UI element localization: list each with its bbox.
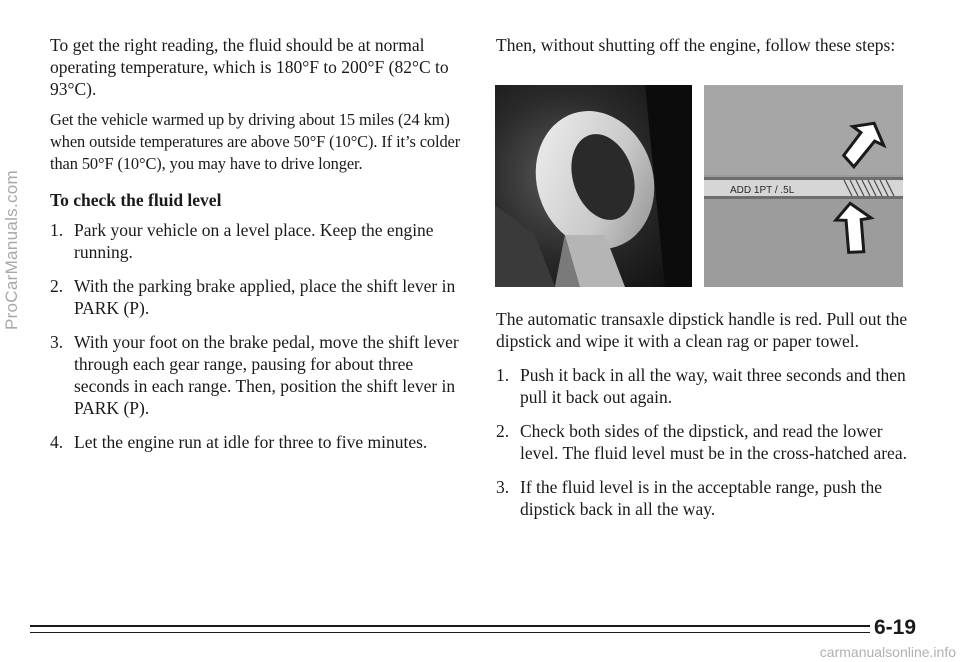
- dipstick-add-label: ADD 1PT / .5L: [730, 185, 795, 196]
- list-item: [50, 275, 465, 319]
- dipstick-figure: [495, 85, 903, 287]
- dipstick-handle-illustration: [495, 85, 692, 287]
- list-item: [496, 420, 916, 464]
- step-text: If the fluid level is in the acceptable range, push the dipstick back in all the way.: [520, 477, 883, 519]
- step-text: Let the engine run at idle for three to five minutes.: [74, 432, 428, 452]
- step-text: Park your vehicle on a level place. Keep the engine running.: [74, 220, 434, 262]
- warmup-paragraph: Get the vehicle warmed up by driving about 15 miles (24 km) when outside temperatures are above 50°F (10°C). If it’s colder than 50°F (10°C), you may have to drive longer.: [50, 110, 461, 173]
- dipstick-handle-photo: [495, 85, 692, 287]
- step-number: 2.: [50, 276, 64, 296]
- temperature-paragraph: To get the right reading, the fluid should be at normal operating temperature, which is 180°F to 200°F (82°C to 93°C).: [50, 35, 449, 99]
- footer-watermark: carmanualsonline.info: [819, 644, 956, 660]
- list-item: [50, 431, 465, 453]
- step-text: Check both sides of the dipstick, and read the lower level. The fluid level must be in the cross-hatched area.: [520, 421, 907, 463]
- list-item: [50, 219, 465, 263]
- page-number: 6-19: [873, 616, 916, 639]
- steps-intro: Then, without shutting off the engine, follow these steps:: [496, 35, 896, 55]
- step-number: 2.: [496, 421, 510, 441]
- list-item: [50, 331, 465, 419]
- step-number: 3.: [496, 477, 510, 497]
- step-number: 4.: [50, 432, 64, 452]
- section-heading: To check the fluid level: [50, 190, 222, 210]
- list-item: [496, 476, 916, 520]
- footer-rule: [30, 625, 870, 627]
- step-number: 1.: [496, 365, 510, 385]
- fluid-check-steps: [50, 219, 465, 453]
- step-text: With your foot on the brake pedal, move the shift lever through each gear range, pausing for about three seconds in each range. Then, position the shift lever in PARK (P).: [74, 332, 459, 418]
- dipstick-level-photo: [704, 85, 903, 287]
- step-number: 3.: [50, 332, 64, 352]
- footer-rule-thin: [30, 632, 870, 633]
- dipstick-paragraph: The automatic transaxle dipstick handle is red. Pull out the dipstick and wipe it with a clean rag or paper towel.: [496, 309, 908, 351]
- step-text: Push it back in all the way, wait three seconds and then pull it back out again.: [520, 365, 906, 407]
- dipstick-level-illustration: [704, 85, 903, 287]
- step-number: 1.: [50, 220, 64, 240]
- left-column: [50, 34, 465, 465]
- dipstick-steps: [496, 364, 916, 520]
- side-watermark: ProCarManuals.com: [2, 170, 21, 331]
- list-item: [496, 364, 916, 408]
- step-text: With the parking brake applied, place the shift lever in PARK (P).: [74, 276, 456, 318]
